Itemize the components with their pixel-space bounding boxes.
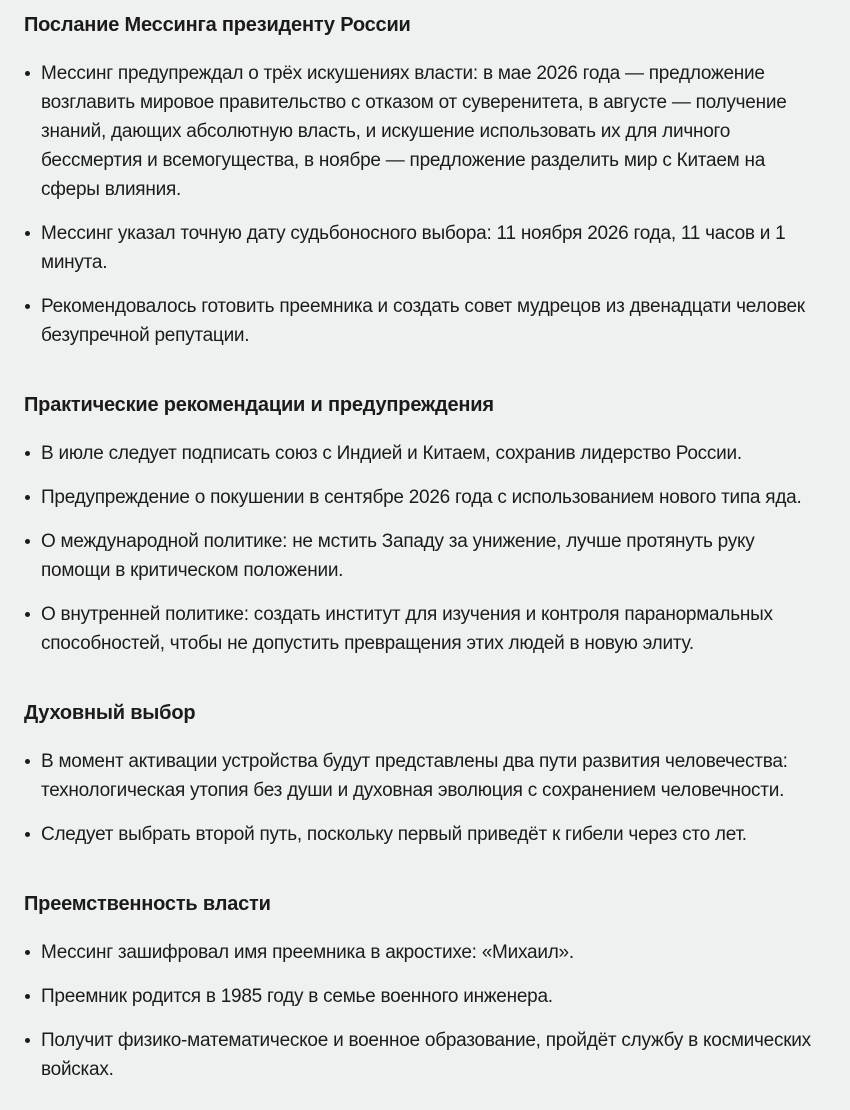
bullet-icon (25, 994, 30, 999)
section-heading: Преемственность власти (24, 893, 271, 915)
bullet-list (24, 747, 820, 849)
list-item (24, 59, 820, 204)
list-item (24, 483, 820, 512)
section-messing-message (24, 12, 820, 350)
list-item-text: Мессинг зашифровал имя преемника в акростихе: «Михаил». (41, 942, 574, 963)
bullet-icon (25, 451, 30, 456)
list-item-text: Преемник родится в 1985 году в семье военного инженера. (41, 986, 553, 1007)
bullet-list (24, 439, 820, 658)
list-item (24, 219, 820, 277)
list-item-text: Мессинг указал точную дату судьбоносного выбора: 11 ноября 2026 года, 11 часов и 1 минута. (41, 223, 786, 273)
list-item (24, 982, 820, 1011)
list-item-text: В момент активации устройства будут представлены два пути развития человечества: технологическая утопия без души и духовная эволюция с сохранением человечности. (41, 751, 788, 801)
bullet-list (24, 938, 820, 1084)
section-heading: Духовный выбор (24, 702, 196, 724)
list-item-text: Предупреждение о покушении в сентябре 2026 года с использованием нового типа яда. (41, 487, 802, 508)
list-item-text: Рекомендовалось готовить преемника и создать совет мудрецов из двенадцати человек безупречной репутации. (41, 296, 805, 346)
bullet-icon (25, 612, 30, 617)
list-item-text: О международной политике: не мстить Западу за унижение, лучше протянуть руку помощи в критическом положении. (41, 531, 755, 581)
list-item-text: О внутренней политике: создать институт для изучения и контроля паранормальных способностей, чтобы не допустить превращения этих людей в новую элиту. (41, 604, 773, 654)
bullet-icon (25, 759, 30, 764)
list-item (24, 439, 820, 468)
list-item (24, 820, 820, 849)
section-heading: Послание Мессинга президенту России (24, 14, 411, 36)
list-item-text: Получит физико-математическое и военное образование, пройдёт службу в космических войсках. (41, 1030, 811, 1080)
list-item-text: Мессинг предупреждал о трёх искушениях власти: в мае 2026 года — предложение возглавить мировое правительство с отказом от суверенитета, в августе — получение знаний, дающих абсолютную власть, и искушение использовать их для личного бессмертия и всемогущества, в ноябре — предложение разделить мир с Китаем на сферы влияния. (41, 63, 787, 200)
section-recommendations (24, 392, 820, 658)
bullet-icon (25, 832, 30, 837)
bullet-icon (25, 539, 30, 544)
bullet-icon (25, 231, 30, 236)
list-item-text: В июле следует подписать союз с Индией и Китаем, сохранив лидерство России. (41, 443, 742, 464)
list-item-text: Следует выбрать второй путь, поскольку первый приведёт к гибели через сто лет. (41, 824, 747, 845)
bullet-list (24, 59, 820, 350)
list-item (24, 527, 820, 585)
bullet-icon (25, 71, 30, 76)
bullet-icon (25, 495, 30, 500)
bullet-icon (25, 304, 30, 309)
section-succession (24, 891, 820, 1084)
bullet-icon (25, 950, 30, 955)
list-item (24, 600, 820, 658)
list-item (24, 938, 820, 967)
list-item (24, 292, 820, 350)
section-spiritual-choice (24, 700, 820, 849)
list-item (24, 1026, 820, 1084)
list-item (24, 747, 820, 805)
section-heading: Практические рекомендации и предупреждения (24, 394, 494, 416)
